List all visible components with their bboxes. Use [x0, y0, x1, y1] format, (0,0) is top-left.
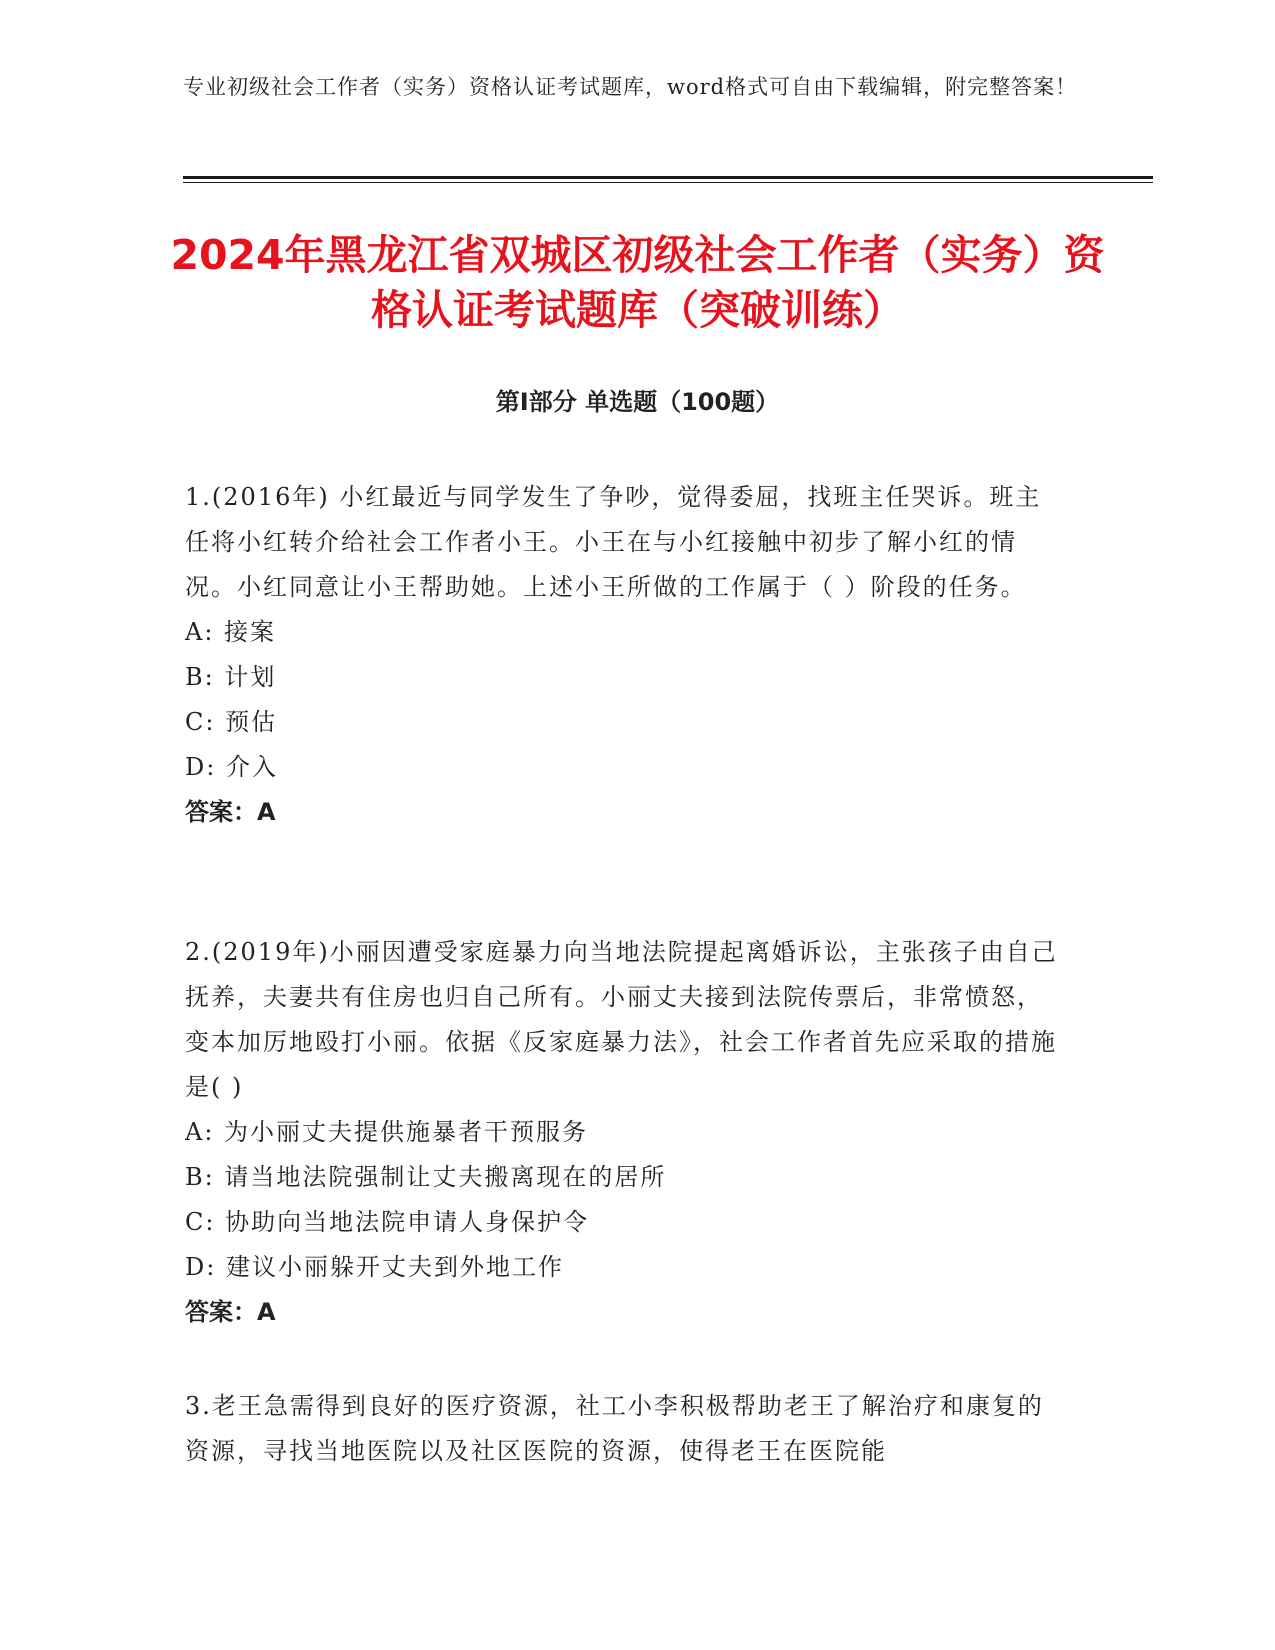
option-a: A: 接案 — [185, 618, 277, 646]
option-a: A: 为小丽丈夫提供施暴者干预服务 — [185, 1118, 589, 1146]
question-stem: 1.(2016年) 小红最近与同学发生了争吵，觉得委屈，找班主任哭诉。班主任将小红转介给社会工作者小王。小王在与小红接触中初步了解小红的情况。小红同意让小王帮助她。上述小王所做的工作属于（ ）阶段的任务。 — [185, 483, 1042, 601]
header-note: 专业初级社会工作者（实务）资格认证考试题库，word格式可自由下载编辑，附完整答案！ — [183, 75, 1078, 99]
header-divider-thin — [183, 182, 1153, 183]
question-item — [185, 475, 1065, 835]
answer-line: 答案：A — [185, 1298, 276, 1326]
option-d: D: 介入 — [185, 753, 278, 781]
option-b: B: 计划 — [185, 663, 277, 691]
question-item — [185, 930, 1065, 1335]
header-divider-thick — [183, 176, 1153, 179]
question-stem: 2.(2019年)小丽因遭受家庭暴力向当地法院提起离婚诉讼，主张孩子由自己抚养，夫妻共有住房也归自己所有。小丽丈夫接到法院传票后，非常愤怒，变本加厉地殴打小丽。依据《反家庭暴力法》，社会工作者首先应采取的措施是( ) — [185, 938, 1058, 1101]
option-c: C: 预估 — [185, 708, 278, 736]
option-c: C: 协助向当地法院申请人身保护令 — [185, 1208, 590, 1236]
question-stem: 3.老王急需得到良好的医疗资源，社工小李积极帮助老王了解治疗和康复的资源，寻找当地医院以及社区医院的资源，使得老王在医院能 — [185, 1392, 1044, 1465]
option-d: D: 建议小丽躲开丈夫到外地工作 — [185, 1253, 564, 1281]
section-heading: 第Ⅰ部分 单选题（100题） — [495, 388, 780, 416]
answer-line: 答案：A — [185, 798, 276, 826]
option-b: B: 请当地法院强制让丈夫搬离现在的居所 — [185, 1163, 667, 1191]
question-item — [185, 1384, 1065, 1474]
document-title: 2024年黑龙江省双城区初级社会工作者（实务）资格认证考试题库（突破训练） — [170, 231, 1105, 334]
